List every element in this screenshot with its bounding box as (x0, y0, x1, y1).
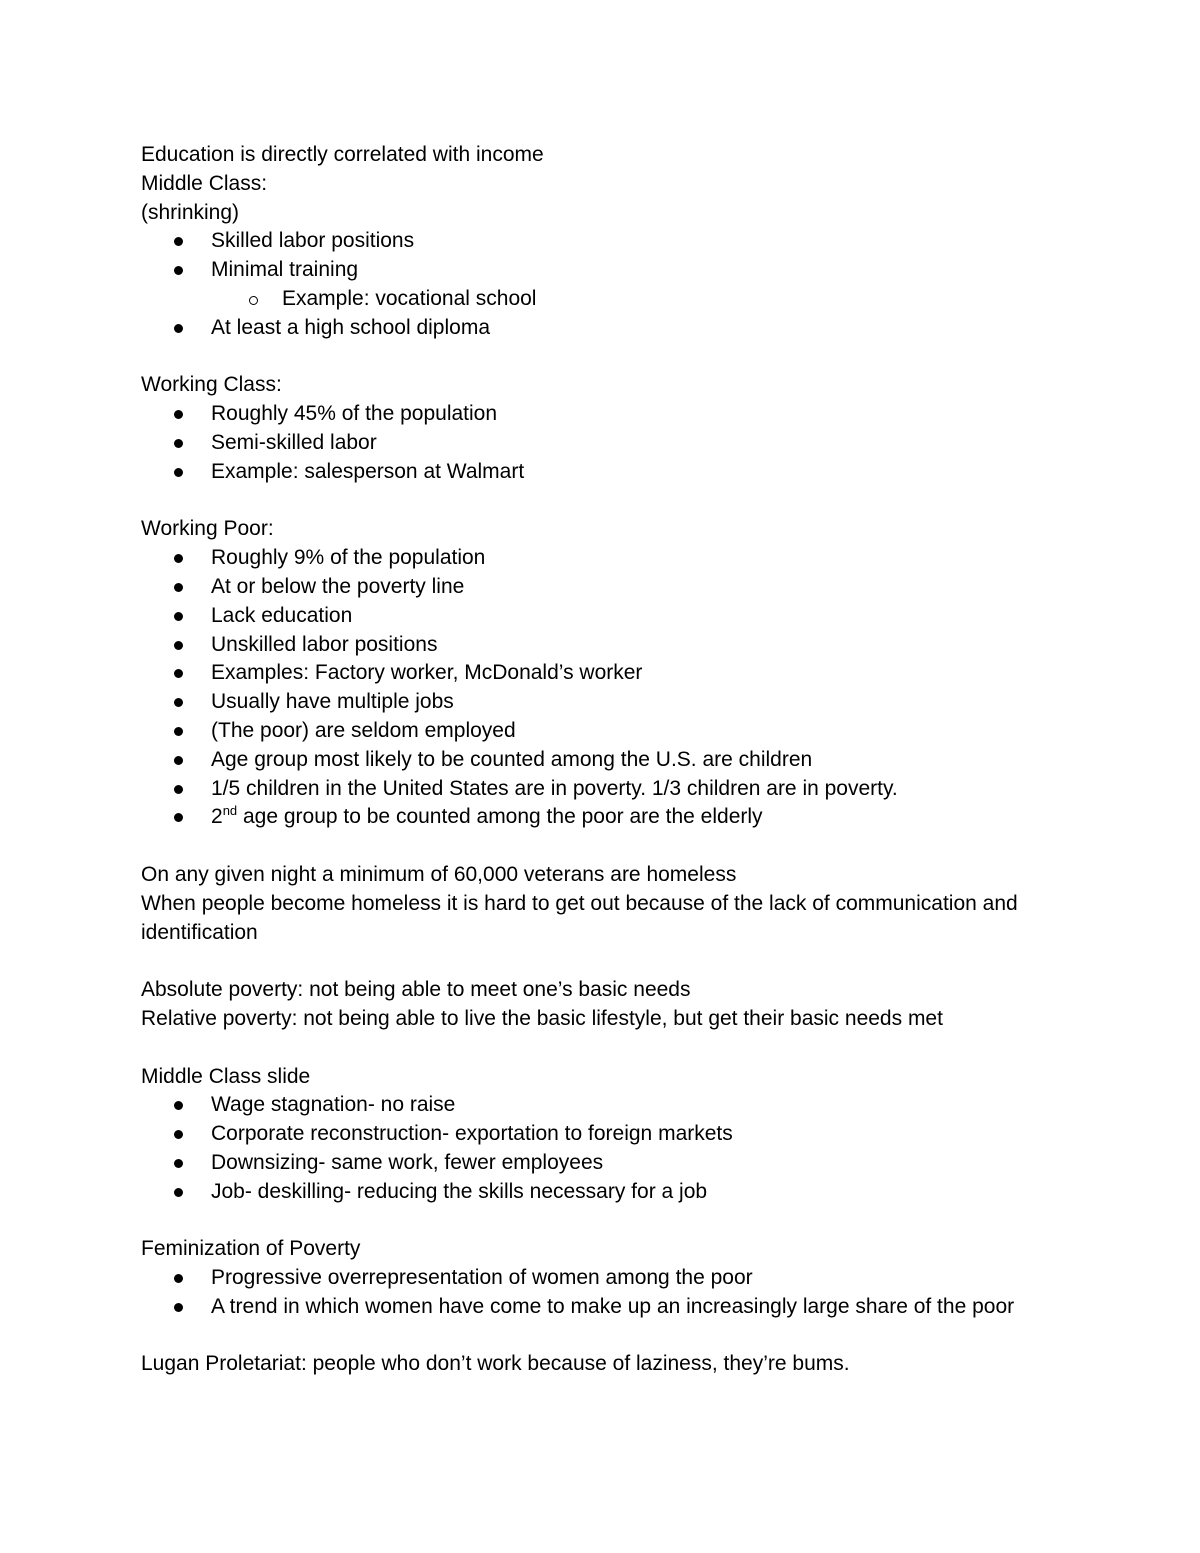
list-item: Wage stagnation- no raise (141, 1091, 1061, 1120)
list-item: Unskilled labor positions (141, 631, 1061, 660)
working-poor-list (141, 544, 1061, 832)
spacer (141, 1034, 1061, 1063)
bullet-icon (174, 1188, 183, 1197)
list-item: Semi-skilled labor (141, 429, 1061, 458)
list-item: 1/5 children in the United States are in poverty. 1/3 children are in poverty. (141, 775, 1061, 804)
middle-class-list-cont (141, 314, 1061, 343)
lugan-proletariat-definition: Lugan Proletariat: people who don’t work because of laziness, they’re bums. (141, 1352, 850, 1376)
working-class-list (141, 400, 1061, 486)
list-item: Roughly 45% of the population (141, 400, 1061, 429)
homeless-line-1: On any given night a minimum of 60,000 veterans are homeless (141, 862, 737, 886)
list-item: Corporate reconstruction- exportation to foreign markets (141, 1120, 1061, 1149)
middle-class-slide-list (141, 1091, 1061, 1206)
bullet-icon (174, 237, 183, 246)
bullet-icon (174, 698, 183, 707)
bullet-icon (174, 1130, 183, 1139)
middle-class-list (141, 227, 1061, 285)
list-item: A trend in which women have come to make up an increasingly large share of the poor (141, 1293, 1061, 1322)
list-item: Job- deskilling- reducing the skills necessary for a job (141, 1178, 1061, 1207)
middle-class-heading: Middle Class: (141, 171, 268, 195)
homeless-line-2: When people become homeless it is hard to get out because of the lack of communication and identification (141, 891, 1018, 944)
relative-poverty-definition: Relative poverty: not being able to live the basic lifestyle, but get their basic needs met (141, 1006, 943, 1030)
bullet-icon (174, 439, 183, 448)
list-item: 2nd age group to be counted among the poor are the elderly (141, 803, 1061, 832)
ordinal-superscript: nd (222, 803, 238, 819)
middle-class-note: (shrinking) (141, 200, 240, 224)
working-class-heading: Working Class: (141, 373, 282, 397)
bullet-icon (174, 554, 183, 563)
list-item: Lack education (141, 602, 1061, 631)
absolute-poverty-definition: Absolute poverty: not being able to meet one’s basic needs (141, 978, 691, 1002)
list-item: Progressive overrepresentation of women among the poor (141, 1264, 1061, 1293)
bullet-icon (174, 641, 183, 650)
spacer (141, 1206, 1061, 1235)
bullet-icon (174, 612, 183, 621)
bullet-icon (174, 1274, 183, 1283)
feminization-heading: Feminization of Poverty (141, 1237, 361, 1261)
feminization-list (141, 1264, 1061, 1322)
bullet-icon (174, 669, 183, 678)
list-item: At least a high school diploma (141, 314, 1061, 343)
list-item: Roughly 9% of the population (141, 544, 1061, 573)
bullet-icon (174, 410, 183, 419)
list-item: Minimal training (141, 256, 1061, 285)
middle-class-slide-heading: Middle Class slide (141, 1064, 311, 1088)
list-item: Age group most likely to be counted among the U.S. are children (141, 746, 1061, 775)
middle-class-sublist (141, 285, 1061, 314)
list-item: (The poor) are seldom employed (141, 717, 1061, 746)
sub-list-item: Example: vocational school (141, 285, 1061, 314)
bullet-icon (174, 266, 183, 275)
list-item: At or below the poverty line (141, 573, 1061, 602)
hollow-bullet-icon (249, 296, 258, 305)
bullet-icon (174, 1101, 183, 1110)
list-item: Downsizing- same work, fewer employees (141, 1149, 1061, 1178)
list-item: Usually have multiple jobs (141, 688, 1061, 717)
spacer (141, 947, 1061, 976)
spacer (141, 487, 1061, 516)
bullet-icon (174, 785, 183, 794)
working-poor-heading: Working Poor: (141, 517, 274, 541)
document-body (141, 141, 1061, 1379)
spacer (141, 343, 1061, 372)
bullet-icon (174, 813, 183, 822)
spacer (141, 1322, 1061, 1351)
list-item: Skilled labor positions (141, 227, 1061, 256)
bullet-icon (174, 756, 183, 765)
bullet-icon (174, 1303, 183, 1312)
intro-line: Education is directly correlated with income (141, 143, 544, 166)
bullet-icon (174, 324, 183, 333)
bullet-icon (174, 583, 183, 592)
list-item: Example: salesperson at Walmart (141, 458, 1061, 487)
bullet-icon (174, 1159, 183, 1168)
bullet-icon (174, 727, 183, 736)
bullet-icon (174, 468, 183, 477)
list-item: Examples: Factory worker, McDonald’s worker (141, 659, 1061, 688)
spacer (141, 832, 1061, 861)
